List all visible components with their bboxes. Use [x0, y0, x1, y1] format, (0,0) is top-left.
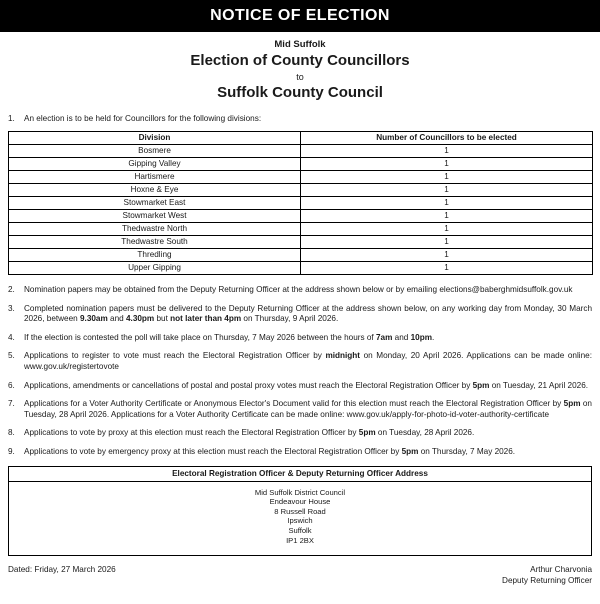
address-line: 8 Russell Road [274, 506, 326, 516]
clause-run: and [107, 314, 126, 324]
address-line: Suffolk [288, 525, 312, 535]
divisions-table-body [9, 145, 593, 275]
clause-run: Applications, amendments or cancellations of postal and postal proxy votes must reach the Electoral Registration Officer by [24, 380, 473, 390]
clause-9 [8, 447, 592, 458]
signatory-name: Arthur Charvonia [530, 565, 592, 575]
address-line: IP1 2BX [286, 535, 314, 545]
cell-councillor-count: 1 [301, 223, 593, 236]
heading-council-line: Suffolk County Council [217, 84, 383, 101]
table-header-row [9, 132, 593, 145]
clause-text [24, 304, 592, 325]
address-line: Mid Suffolk District Council [254, 487, 346, 497]
address-line: Ipswich [287, 516, 313, 526]
clause-run: If the election is contested the poll will take place on Thursday, 7 May 2026 between the hours of [24, 332, 376, 342]
dated-line: Dated: Friday, 27 March 2026 [8, 565, 116, 575]
clause-1-text: An election is to be held for Councillors for the following divisions: [24, 114, 262, 123]
table-row [9, 262, 593, 275]
clause-emphasis: 5pm [563, 399, 581, 409]
address-line: Endeavour House [269, 497, 331, 507]
column-header-councillors: Number of Councillors to be elected [301, 132, 593, 145]
clause-number: 9. [8, 446, 15, 456]
cell-councillor-count: 1 [301, 210, 593, 223]
table-row [9, 158, 593, 171]
cell-councillor-count: 1 [301, 158, 593, 171]
table-row [9, 197, 593, 210]
document-body [0, 113, 600, 586]
divisions-table [8, 131, 593, 275]
cell-division-name: Hoxne & Eye [9, 184, 301, 197]
clause-3 [8, 304, 592, 325]
clause-6 [8, 381, 592, 392]
clause-run: on Tuesday, 21 April 2026. [489, 380, 589, 390]
clause-number: 6. [8, 380, 15, 390]
clause-5 [8, 351, 592, 372]
clause-emphasis: 9.30am [80, 314, 108, 324]
heading-area: Mid Suffolk [274, 39, 326, 50]
clause-run: on Monday, 20 April 2026. Applications can be made online: www.gov.uk/registertovote [24, 351, 592, 371]
clause-list [8, 285, 592, 458]
clause-text [24, 428, 592, 439]
heading-connector: to [296, 72, 304, 82]
clause-text [24, 333, 592, 344]
table-row [9, 145, 593, 158]
clause-run: Applications to vote by emergency proxy at this election must reach the Electoral Registration Officer by [24, 446, 402, 456]
clause-text [24, 351, 592, 372]
cell-councillor-count: 1 [301, 171, 593, 184]
clause-7 [8, 399, 592, 420]
cell-division-name: Stowmarket East [9, 197, 301, 210]
clause-number: 2. [8, 285, 15, 294]
cell-councillor-count: 1 [301, 236, 593, 249]
clause-run: but [154, 314, 171, 324]
table-row [9, 171, 593, 184]
clause-run: Applications for a Voter Authority Certificate or Anonymous Elector's Document valid for this election must reach the Electoral Registration Officer by [24, 399, 564, 409]
cell-councillor-count: 1 [301, 197, 593, 210]
clause-1-number: 1. [8, 114, 15, 123]
clause-2 [8, 285, 592, 296]
address-box [8, 466, 592, 557]
document-footer [8, 565, 592, 586]
clause-text [24, 285, 592, 296]
cell-division-name: Hartismere [9, 171, 301, 184]
clause-emphasis: 4.30pm [126, 314, 155, 324]
table-row [9, 223, 593, 236]
clause-text [24, 447, 592, 458]
clause-run: Nomination papers may be obtained from the Deputy Returning Officer at the address shown below or by emailing elections@baberghmidsuffolk.gov.uk [24, 285, 573, 294]
clause-run: and [392, 332, 411, 342]
clause-number: 7. [8, 399, 15, 409]
clause-emphasis: 7am [375, 332, 393, 342]
clause-number: 8. [8, 428, 15, 438]
signatory-block [502, 565, 592, 586]
cell-division-name: Stowmarket West [9, 210, 301, 223]
clause-emphasis: 5pm [472, 380, 490, 390]
clause-emphasis: midnight [325, 351, 361, 361]
clause-number: 5. [8, 351, 15, 361]
cell-councillor-count: 1 [301, 249, 593, 262]
clause-run: on Thursday, 9 April 2026. [241, 314, 339, 324]
table-row [9, 210, 593, 223]
clause-number: 3. [8, 303, 15, 313]
address-box-heading: Electoral Registration Officer & Deputy Returning Officer Address [9, 467, 591, 482]
cell-division-name: Gipping Valley [9, 158, 301, 171]
clause-run: Completed nomination papers must be delivered to the Deputy Returning Officer at the address shown below, on any working day from Monday, 30 March 2026, between [24, 303, 592, 324]
clause-run: . [431, 332, 435, 342]
heading-block [0, 32, 600, 103]
cell-division-name: Thredling [9, 249, 301, 262]
cell-councillor-count: 1 [301, 145, 593, 158]
cell-councillor-count: 1 [301, 262, 593, 275]
clause-text [24, 399, 592, 420]
clause-emphasis: 5pm [358, 428, 376, 438]
table-row [9, 249, 593, 262]
heading-election-line: Election of County Councillors [190, 52, 410, 69]
clause-emphasis: not later than 4pm [170, 314, 242, 324]
cell-division-name: Bosmere [9, 145, 301, 158]
clause-emphasis: 10pm [410, 332, 432, 342]
clause-text [24, 381, 592, 392]
clause-run: Applications to vote by proxy at this election must reach the Electoral Registration Officer by [24, 428, 359, 438]
address-box-lines [9, 482, 591, 556]
clause-number: 4. [8, 332, 15, 342]
clause-run: on Tuesday, 28 April 2026. [375, 428, 475, 438]
cell-division-name: Thedwastre South [9, 236, 301, 249]
clause-8 [8, 428, 592, 439]
table-row [9, 236, 593, 249]
column-header-division: Division [9, 132, 301, 145]
cell-division-name: Thedwastre North [9, 223, 301, 236]
notice-title: NOTICE OF ELECTION [210, 7, 390, 24]
clause-run: on Tuesday, 28 April 2026. Applications for a Voter Authority Certificate can be made online: www.gov.uk/apply-for-photo-id-voter-authority-certificate [24, 399, 592, 419]
signatory-role: Deputy Returning Officer [502, 575, 592, 585]
clause-1 [8, 113, 592, 124]
clause-emphasis: 5pm [401, 446, 419, 456]
clause-run: on Thursday, 7 May 2026. [418, 446, 516, 456]
table-row [9, 184, 593, 197]
clause-run: Applications to register to vote must reach the Electoral Registration Officer by [24, 351, 326, 361]
notice-banner [0, 0, 600, 32]
cell-division-name: Upper Gipping [9, 262, 301, 275]
cell-councillor-count: 1 [301, 184, 593, 197]
clause-4 [8, 333, 592, 344]
